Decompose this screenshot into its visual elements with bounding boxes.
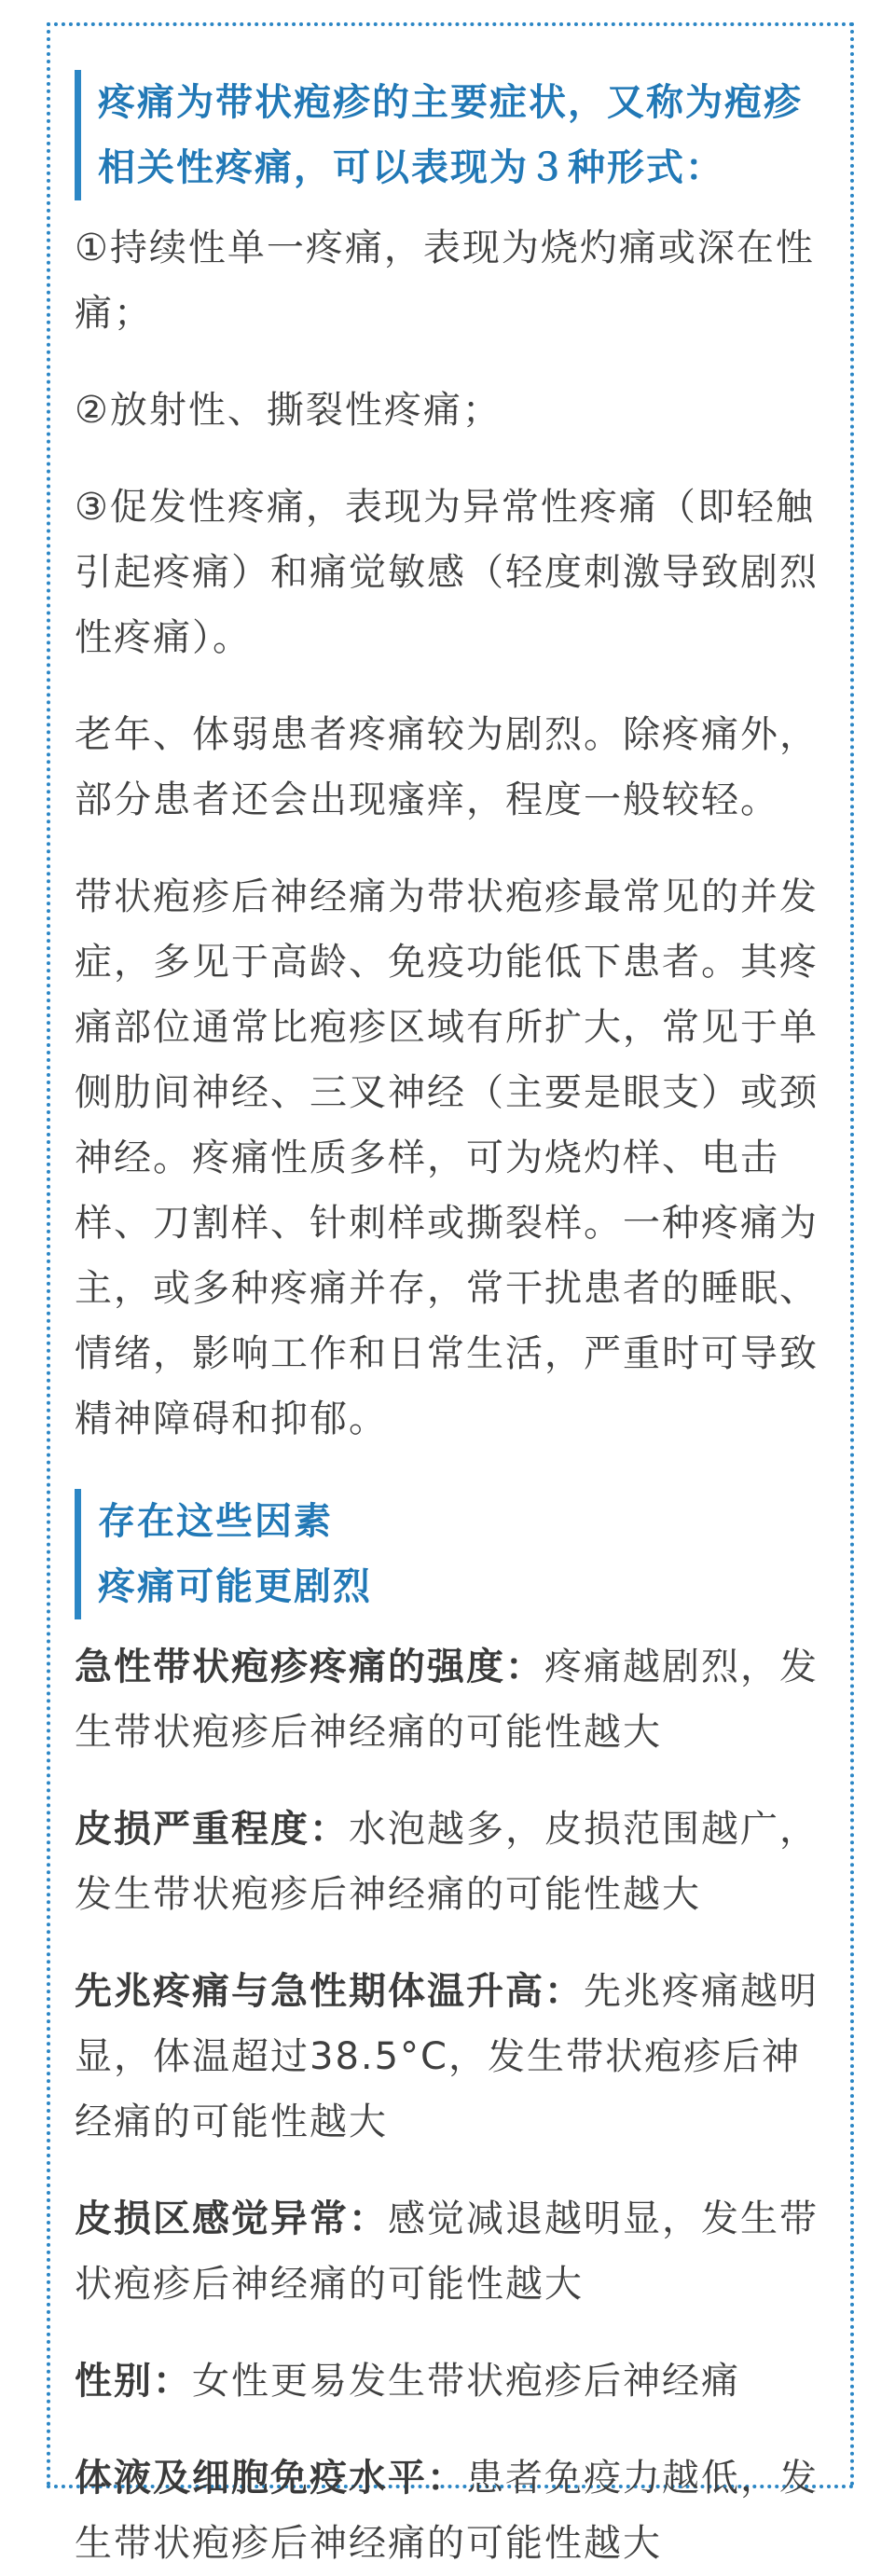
risk-factor-label: 先兆疼痛与急性期体温升高：	[75, 1970, 584, 2013]
callout-pain-forms-text: 疼痛为带状疱疹的主要症状，又称为疱疹相关性疼痛，可以表现为３种形式：	[98, 81, 803, 189]
risk-factor-item	[75, 2186, 830, 2317]
risk-factor-text: 感觉减退越明显，发生带状疱疹后神经痛的可能性越大	[75, 2197, 819, 2306]
risk-factor-label: 皮损区感觉异常：	[75, 2197, 388, 2240]
risk-factor-text: 先兆疼痛越明显，体温超过38.5°C，发生带状疱疹后神经痛的可能性越大	[75, 1970, 819, 2143]
risk-factor-item	[75, 2349, 830, 2414]
risk-factor-text: 女性更易发生带状疱疹后神经痛	[192, 2360, 740, 2403]
callout-risk-line-1: 存在这些因素	[98, 1500, 333, 1543]
risk-factor-label: 体液及细胞免疫水平：	[75, 2457, 466, 2500]
risk-factor-item	[75, 1959, 830, 2155]
risk-factor-label: 急性带状疱疹疼痛的强度：	[75, 1646, 544, 1688]
risk-factor-text: 水泡越多，皮损范围越广，发生带状疱疹后神经痛的可能性越大	[75, 1808, 819, 1916]
risk-factor-item	[75, 2445, 830, 2576]
risk-factor-label: 皮损严重程度：	[75, 1808, 349, 1851]
pain-form-3: ③促发性疼痛，表现为异常性疼痛（即轻触引起疼痛）和痛觉敏感（轻度刺激导致剧烈性疼痛）。	[75, 486, 819, 659]
callout-risk-factors	[75, 1489, 830, 1619]
callout-pain-forms	[75, 70, 830, 200]
risk-factor-item	[75, 1634, 830, 1765]
pain-form-2: ②放射性、撕裂性疼痛；	[75, 389, 502, 432]
phn-paragraph: 带状疱疹后神经痛为带状疱疹最常见的并发症，多见于高龄、免疫功能低下患者。其疼痛部位通常比疱疹区域有所扩大，常见于单侧肋间神经、三叉神经（主要是眼支）或颈神经。疼痛性质多样，可为烧灼样、电击样、刀割样、针刺样或撕裂样。一种疼痛为主，或多种疼痛并存，常干扰患者的睡眠、情绪，影响工作和日常生活，严重时可导致精神障碍和抑郁。	[75, 875, 819, 1440]
risk-factor-item	[75, 1797, 830, 1927]
article-content	[75, 70, 830, 2576]
pain-form-1: ①持续性单一疼痛，表现为烧灼痛或深在性痛；	[75, 227, 815, 335]
risk-factor-text: 疼痛越剧烈，发生带状疱疹后神经痛的可能性越大	[75, 1646, 819, 1754]
callout-risk-line-2: 疼痛可能更剧烈	[98, 1565, 372, 1608]
risk-factor-text: 患者免疫力越低，发生带状疱疹后神经痛的可能性越大	[75, 2457, 819, 2565]
elderly-paragraph: 老年、体弱患者疼痛较为剧烈。除疼痛外，部分患者还会出现瘙痒，程度一般较轻。	[75, 713, 819, 821]
risk-factor-label: 性别：	[75, 2360, 192, 2403]
